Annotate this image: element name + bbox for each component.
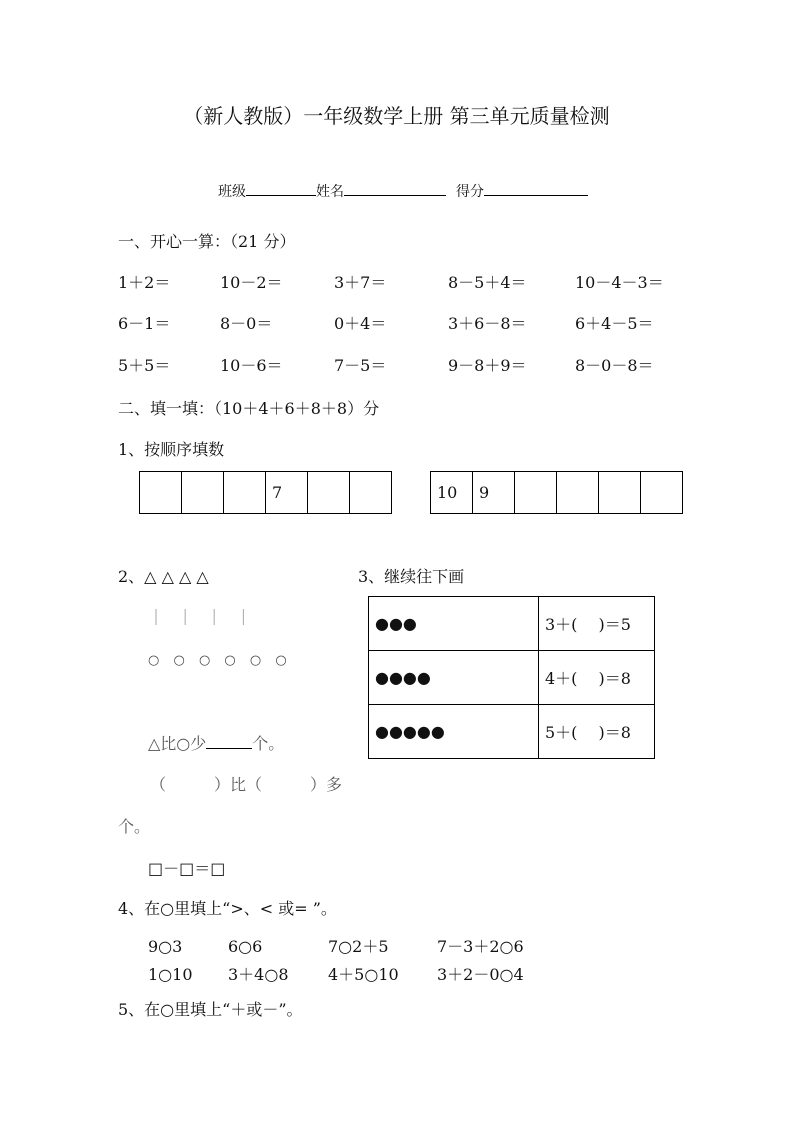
arithmetic-problem: 9－8＋9＝ bbox=[448, 356, 527, 375]
arithmetic-problem: 7－5＝ bbox=[334, 356, 387, 375]
arithmetic-problem: 6＋4－5＝ bbox=[575, 314, 654, 333]
section2-heading: 二、填一填：（10＋4＋6＋8＋8）分 bbox=[118, 399, 380, 418]
dots-cell[interactable]: ●●●● bbox=[369, 651, 539, 705]
comparison-problem: 7－3＋2○6 bbox=[437, 937, 524, 956]
q2-blank[interactable] bbox=[206, 734, 252, 749]
comparison-problem: 6○6 bbox=[228, 937, 263, 956]
sequence-cell[interactable] bbox=[224, 472, 266, 514]
equation-cell[interactable]: 3＋( )＝5 bbox=[539, 597, 655, 651]
comparison-problem: 3＋4○8 bbox=[228, 965, 289, 984]
q2-label: 2、△ △ △ △ bbox=[118, 567, 209, 586]
sequence-cell[interactable] bbox=[557, 472, 599, 514]
arithmetic-problem: 6－1＝ bbox=[118, 314, 171, 333]
comparison-problem: 4＋5○10 bbox=[328, 965, 399, 984]
comparison-problem: 7○2＋5 bbox=[328, 937, 389, 956]
q2-line1-end: 个。 bbox=[252, 734, 285, 753]
dots-cell[interactable]: ●●●●● bbox=[369, 705, 539, 759]
arithmetic-problem: 5＋5＝ bbox=[118, 356, 171, 375]
q2-line3: 个。 bbox=[118, 817, 151, 836]
q4-label: 4、在○里填上“>、< 或= ”。 bbox=[118, 899, 337, 918]
arithmetic-problem: 10－2＝ bbox=[220, 273, 283, 292]
q2-equation: □－□＝□ bbox=[148, 859, 226, 878]
equation-cell[interactable]: 4＋( )＝8 bbox=[539, 651, 655, 705]
q2-bars: ｜ ｜ ｜ ｜ bbox=[148, 608, 256, 627]
q3-row bbox=[369, 705, 655, 759]
sequence-cell[interactable] bbox=[350, 472, 392, 514]
equation-cell[interactable]: 5＋( )＝8 bbox=[539, 705, 655, 759]
info-line bbox=[218, 181, 588, 202]
q3-row bbox=[369, 651, 655, 705]
q2-line1 bbox=[148, 734, 284, 754]
sequence-cell[interactable]: 10 bbox=[431, 472, 473, 514]
q2-line1-text: △比○少 bbox=[148, 734, 207, 753]
sequence-cell[interactable]: 7 bbox=[266, 472, 308, 514]
arithmetic-problem: 0＋4＝ bbox=[334, 314, 387, 333]
sequence-cell[interactable] bbox=[182, 472, 224, 514]
sequence-cell[interactable] bbox=[641, 472, 683, 514]
arithmetic-problem: 8－0＝ bbox=[220, 314, 273, 333]
arithmetic-problem: 10－4－3＝ bbox=[575, 273, 664, 292]
sequence-table-left bbox=[139, 471, 392, 514]
comparison-problem: 1○10 bbox=[148, 965, 193, 984]
name-field[interactable] bbox=[344, 181, 446, 196]
arithmetic-problem: 3＋7＝ bbox=[334, 273, 387, 292]
section1-heading: 一、开心一算：（21 分） bbox=[118, 232, 296, 251]
q3-row bbox=[369, 597, 655, 651]
sequence-cell[interactable] bbox=[140, 472, 182, 514]
q2-line2: （ ）比（ ）多 bbox=[150, 775, 343, 794]
comparison-problem: 9○3 bbox=[148, 937, 183, 956]
sequence-cell[interactable]: 9 bbox=[473, 472, 515, 514]
name-label: 姓名 bbox=[316, 184, 344, 200]
q2-circles: ○ ○ ○ ○ ○ ○ bbox=[148, 653, 292, 668]
arithmetic-problem: 3＋6－8＝ bbox=[448, 314, 527, 333]
arithmetic-problem: 8－0－8＝ bbox=[575, 356, 654, 375]
arithmetic-problem: 10－6＝ bbox=[220, 356, 283, 375]
q3-table bbox=[368, 596, 655, 759]
score-label: 得分 bbox=[456, 184, 484, 200]
sequence-cell[interactable] bbox=[515, 472, 557, 514]
sequence-cell[interactable] bbox=[308, 472, 350, 514]
q1-label: 1、按顺序填数 bbox=[118, 440, 225, 459]
score-field[interactable] bbox=[484, 181, 588, 196]
q5-label: 5、在○里填上“＋或－”。 bbox=[118, 1000, 303, 1019]
q3-label: 3、继续往下画 bbox=[358, 567, 465, 586]
comparison-problem: 3＋2－0○4 bbox=[437, 965, 524, 984]
sequence-table-right bbox=[430, 471, 683, 514]
class-field[interactable] bbox=[246, 181, 316, 196]
sequence-cell[interactable] bbox=[599, 472, 641, 514]
page-title: （新人教版）一年级数学上册 第三单元质量检测 bbox=[183, 104, 610, 128]
arithmetic-problem: 1＋2＝ bbox=[118, 273, 171, 292]
class-label: 班级 bbox=[218, 184, 246, 200]
dots-cell[interactable]: ●●● bbox=[369, 597, 539, 651]
arithmetic-problem: 8－5＋4＝ bbox=[448, 273, 527, 292]
